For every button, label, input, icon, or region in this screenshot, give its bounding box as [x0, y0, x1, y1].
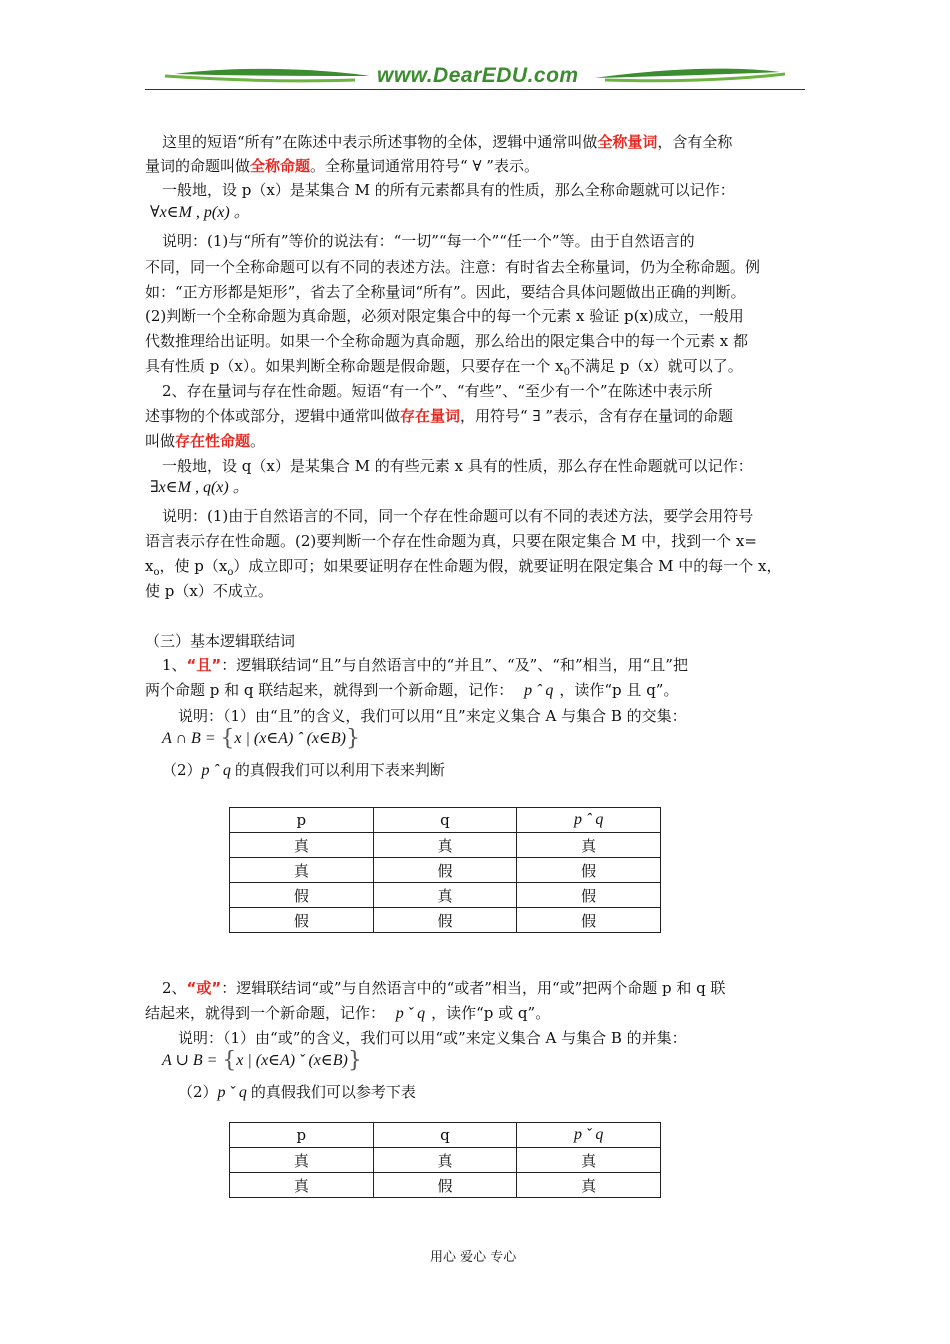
or-line2: [145, 1003, 550, 1024]
table-header-cell: p ˆ q: [517, 808, 661, 833]
text: 1、: [162, 656, 187, 674]
and-note1: 说明：（1）由“且”的含义，我们可以用“且”来定义集合 A 与集合 B 的交集：: [178, 707, 687, 725]
table-header-cell: p ˇ q: [517, 1123, 661, 1148]
term-existential-quantifier: 存在量词: [400, 407, 461, 425]
text: （2）: [162, 761, 202, 779]
and-expr: p ˆ q: [524, 682, 554, 699]
formula-body: x | (x∈A) ˆ (x∈B): [234, 730, 346, 747]
table-header-cell: q: [373, 1123, 517, 1148]
para4-line1: 一般地，设 q（x）是某集合 M 的有些元素 x 具有的性质，那么存在性命题就可以记作：: [162, 457, 753, 475]
table-cell: 真: [230, 858, 374, 883]
text: 量词的命题叫做: [145, 157, 251, 175]
intersection-formula: [162, 727, 360, 749]
para1-line2: [145, 156, 539, 176]
table-cell: 真: [230, 833, 374, 858]
term-existential-proposition: 存在性命题: [175, 432, 251, 450]
brace-open-icon: {: [222, 1048, 237, 1073]
para3-line3: [145, 431, 265, 451]
table-header-cell: p: [230, 808, 374, 833]
table-cell: 假: [230, 883, 374, 908]
term-or: “或”: [186, 979, 222, 997]
formula-lhs: A ∪ B =: [162, 1052, 218, 1069]
note1-line6: [145, 356, 743, 379]
note2-line2: 语言表示存在性命题。(2)要判断一个存在性命题为真，只要在限定集合 M 中，找到一个 x=: [145, 532, 757, 550]
brace-close-icon: }: [347, 1048, 362, 1073]
text: 的真假我们可以参考下表: [250, 1083, 416, 1101]
table-cell: 假: [373, 908, 517, 933]
subscript: o: [153, 567, 160, 578]
table-cell: 真: [230, 1148, 374, 1173]
text: 。: [250, 432, 266, 450]
para2-line1: 一般地，设 p（x）是某集合 M 的所有元素都具有的性质，那么全称命题就可以记作：: [162, 181, 735, 199]
text: 结起来，就得到一个新命题，记作：: [145, 1004, 386, 1022]
text: 述事物的个体或部分，逻辑中通常叫做: [145, 407, 401, 425]
subscript: 0: [563, 367, 570, 378]
table-cell: 真: [373, 883, 517, 908]
table-cell: 真: [517, 1173, 661, 1198]
text: 2、: [162, 979, 187, 997]
text: 不满足 p（x）就可以了。: [569, 357, 743, 375]
text: ，用符号“ ∃ ”表示，含有存在量词的命题: [460, 407, 734, 425]
text: 这里的短语“所有”在陈述中表示所述事物的全体，逻辑中通常叫做: [162, 133, 598, 151]
table-header-cell: p: [230, 1123, 374, 1148]
text: ：逻辑联结词“且”与自然语言中的“并且”、“及”、“和”相当，用“且”把: [221, 656, 688, 674]
term-universal-proposition: 全称命题: [250, 157, 311, 175]
or-note1: 说明：（1）由“或”的含义，我们可以用“或”来定义集合 A 与集合 B 的并集：: [178, 1029, 687, 1047]
table-cell: 真: [373, 1148, 517, 1173]
table-header-row: [230, 1123, 661, 1148]
note1-line2: 不同，同一个全称命题可以有不同的表述方法。注意：有时省去全称量词，仍为全称命题。例: [145, 258, 761, 276]
table-cell: 真: [517, 1148, 661, 1173]
section3-title: （三）基本逻辑联结词: [145, 632, 296, 650]
table-row: [230, 883, 661, 908]
table-cell: 假: [517, 908, 661, 933]
table-cell: 真: [230, 1173, 374, 1198]
text: ，使 p（x: [159, 557, 228, 575]
subscript: o: [227, 567, 234, 578]
formula-lhs: A ∩ B =: [162, 730, 216, 747]
text: 的真假我们可以利用下表来判断: [234, 761, 445, 779]
text: ，读作“p 或 q”。: [431, 1004, 551, 1022]
and-truth-table: [229, 807, 661, 933]
or-line1: [162, 978, 726, 998]
note1-line4: (2)判断一个全称命题为真命题，必须对限定集合中的每一个元素 x 验证 p(x)成立，一般用: [145, 307, 744, 325]
site-logo[interactable]: www.DearEDU.com: [377, 64, 579, 87]
table-cell: 假: [517, 858, 661, 883]
table-row: [230, 1173, 661, 1198]
note1-line1: 说明：(1)与“所有”等价的说法有：“一切”“每一个”“任一个”等。由于自然语言的: [162, 232, 695, 250]
text: 具有性质 p（x）。如果判断全称命题是假命题，只要存在一个 x: [145, 357, 564, 375]
header-banner: [145, 62, 805, 92]
text: ）成立即可；如果要证明存在性命题为假，就要证明在限定集合 M 中的每一个 x，: [233, 557, 782, 575]
and-note2: [162, 760, 445, 781]
table-header-cell: q: [373, 808, 517, 833]
table-cell: 真: [517, 833, 661, 858]
footer-text: 用心 爱心 专心: [430, 1250, 517, 1265]
text: 。全称量词通常用符号“ ∀ ”表示。: [310, 157, 539, 175]
brace-close-icon: }: [345, 726, 360, 751]
text: ：逻辑联结词“或”与自然语言中的“或者”相当，用“或”把两个命题 p 和 q 联: [221, 979, 726, 997]
header-rule: [145, 89, 805, 90]
formula-existential: ∃x∈M , q(x) 。: [150, 479, 249, 496]
text: 两个命题 p 和 q 联结起来，就得到一个新命题，记作：: [145, 681, 514, 699]
text: ，读作“p 且 q”。: [559, 681, 679, 699]
note1-line5: 代数推理给出证明。如果一个全称命题为真命题，那么给出的限定集合中的每一个元素 x 都: [145, 332, 748, 350]
table-header-row: [230, 808, 661, 833]
note2-line4: 使 p（x）不成立。: [145, 582, 273, 600]
and-expr-inline: p ˆ q: [201, 762, 231, 779]
para1-line1: [162, 132, 732, 152]
term-universal-quantifier: 全称量词: [597, 133, 658, 151]
table-row: [230, 833, 661, 858]
text: 叫做: [145, 432, 176, 450]
para3-line1: 2、存在量词与存在性命题。短语“有一个”、“有些”、“至少有一个”在陈述中表示所: [162, 382, 713, 400]
or-truth-table: [229, 1122, 661, 1198]
note2-line3: [145, 556, 782, 579]
or-expr-inline: p ˇ q: [217, 1084, 247, 1101]
para3-line2: [145, 406, 733, 426]
union-formula: [162, 1049, 362, 1071]
and-line1: [162, 655, 688, 675]
table-row: [230, 858, 661, 883]
or-expr: p ˇ q: [395, 1005, 426, 1022]
and-line2: [145, 680, 678, 701]
brace-open-icon: {: [220, 726, 235, 751]
text: （2）: [178, 1083, 218, 1101]
table-cell: 假: [373, 858, 517, 883]
formula-universal: ∀x∈M , p(x) 。: [150, 204, 250, 221]
table-cell: 假: [517, 883, 661, 908]
formula-body: x | (x∈A) ˇ (x∈B): [236, 1052, 348, 1069]
table-cell: 真: [373, 833, 517, 858]
table-cell: 假: [373, 1173, 517, 1198]
table-row: [230, 1148, 661, 1173]
note1-line3: 如：“正方形都是矩形”，省去了全称量词“所有”。因此，要结合具体问题做出正确的判断。: [145, 283, 746, 301]
term-and: “且”: [186, 656, 222, 674]
note2-line1: 说明：(1)由于自然语言的不同，同一个存在性命题可以有不同的表述方法，要学会用符号: [162, 507, 754, 525]
or-note2: [178, 1082, 416, 1103]
text: x: [145, 557, 154, 575]
table-cell: 假: [230, 908, 374, 933]
text: ，含有全称: [657, 133, 733, 151]
table-row: [230, 908, 661, 933]
